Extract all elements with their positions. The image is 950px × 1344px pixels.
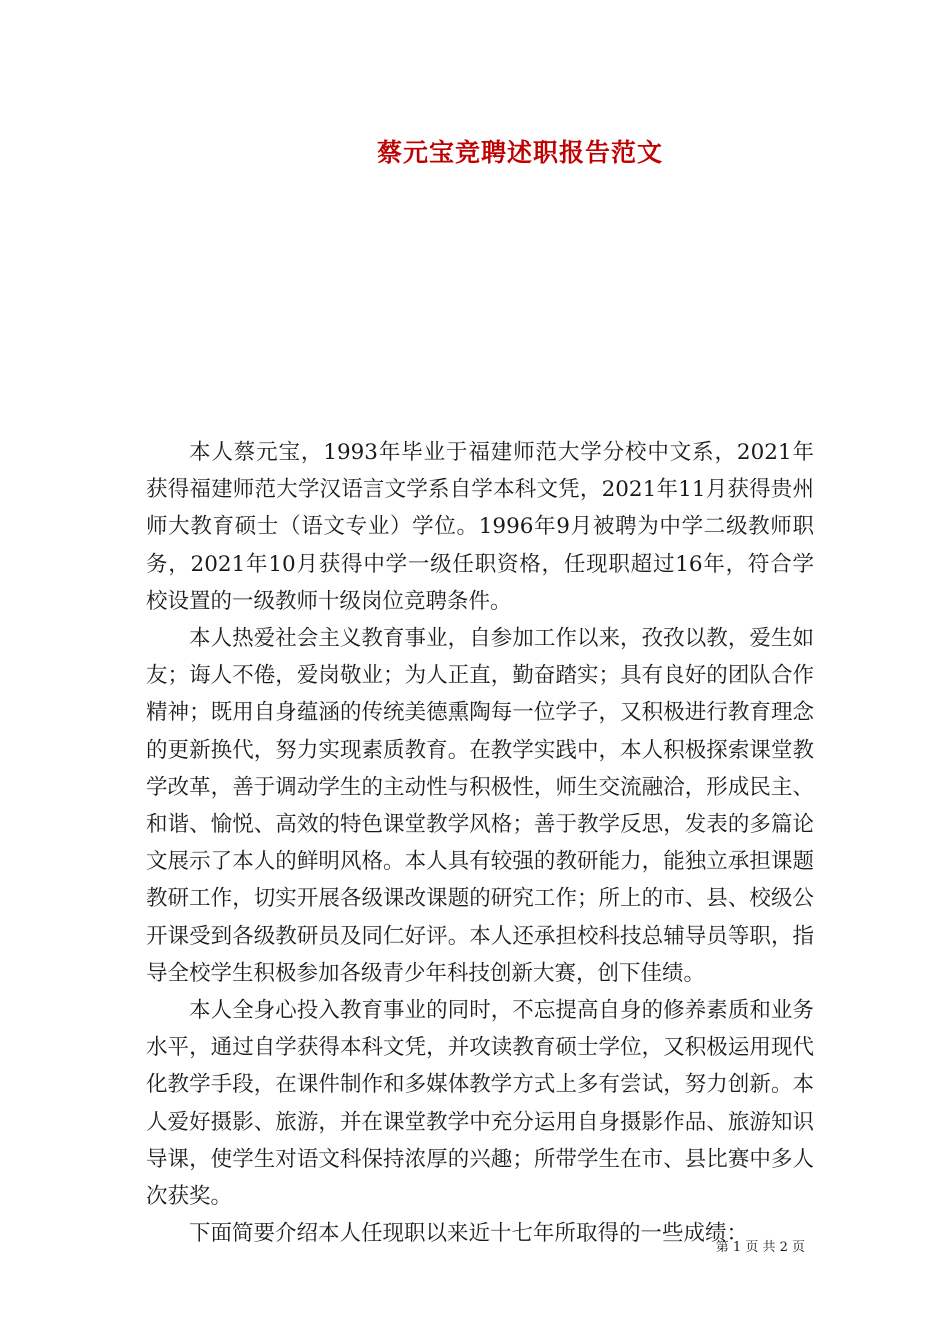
paragraph-4: 下面简要介绍本人任现职以来近十七年所取得的一些成绩： [189, 1221, 749, 1247]
page-number-footer: 第 1 页 共 2 页 [715, 1240, 805, 1255]
paragraph-2: 本人热爱社会主义教育事业，自参加工作以来，孜孜以教，爱生如友；诲人不倦，爱岗敬业；为人正直，勤奋踏实；具有良好的团队合作精神；既用自身蕴涵的传统美德熏陶每一位学子，又积极进行教育理念的更新换代，努力实现素质教育。在教学实践中，本人积极探索课堂教学改革，善于调动学生的主动性与积极性，师生交流融洽，形成民主、和谐、愉悦、高效的特色课堂教学风格；善于教学反思，发表的多篇论文展示了本人的鲜明风格。本人具有较强的教研能力，能独立承担课题教研工作，切实开展各级课改课题的研究工作；所上的市、县、校级公开课受到各级教研员及同仁好评。本人还承担校科技总辅导员等职，指导全校学生积极参加各级青少年科技创新大赛，创下佳绩。 [146, 626, 814, 986]
paragraph-3: 本人全身心投入教育事业的同时，不忘提高自身的修养素质和业务水平，通过自学获得本科文凭，并攻读教育硕士学位，又积极运用现代化教学手段，在课件制作和多媒体教学方式上多有尝试，努力创新。本人爱好摄影、旅游，并在课堂教学中充分运用自身摄影作品、旅游知识导课，使学生对语文科保持浓厚的兴趣；所带学生在市、县比赛中多人次获奖。 [146, 998, 814, 1210]
paragraph-1: 本人蔡元宝，1993年毕业于福建师范大学分校中文系，2021年获得福建师范大学汉语言文学系自学本科文凭，2021年11月获得贵州师大教育硕士（语文专业）学位。1996年9月被聘为中学二级教师职务，2021年10月获得中学一级任职资格，任现职超过16年，符合学校设置的一级教师十级岗位竞聘条件。 [146, 440, 814, 614]
document-body [146, 434, 814, 1252]
document-title: 蔡元宝竞聘述职报告范文 [376, 138, 663, 167]
